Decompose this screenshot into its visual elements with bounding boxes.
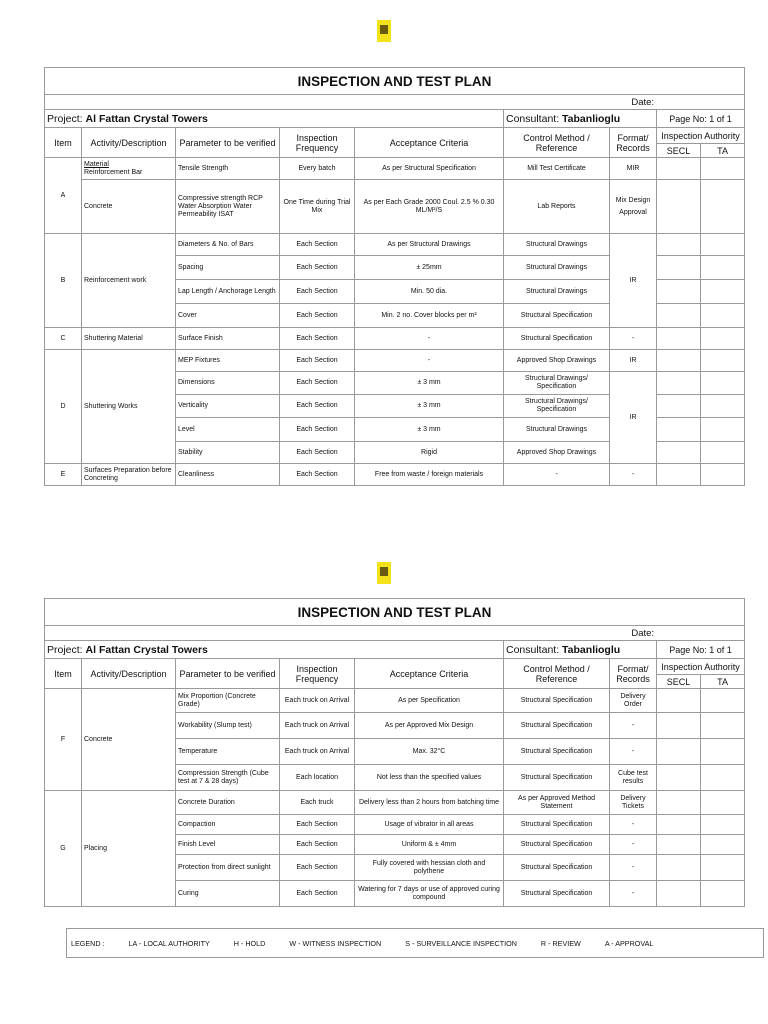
company-logo xyxy=(377,562,391,584)
page-title: INSPECTION AND TEST PLAN xyxy=(45,599,745,626)
col-secl: SECL xyxy=(657,144,701,158)
table-row: E Surfaces Preparation before Concreting Cleanliness Each Section Free from waste / foreign materials - - xyxy=(45,464,745,486)
col-acceptance: Acceptance Criteria xyxy=(355,659,504,689)
table-row: Temperature Each truck on Arrival Max. 32°C Structural Specification - xyxy=(45,739,745,765)
col-parameter: Parameter to be verified xyxy=(176,659,280,689)
col-authority: Inspection Authority xyxy=(657,659,745,675)
project-cell: Project: Al Fattan Crystal Towers xyxy=(45,110,504,128)
itp-sheet-2 xyxy=(44,598,744,907)
table-row: Dimensions Each Section ± 3 mm Structural Drawings/ Specification IR xyxy=(45,372,745,395)
table-row: F Concrete Mix Proportion (Concrete Grade) Each truck on Arrival As per Specification Structural Specification Delivery Order xyxy=(45,689,745,713)
table-row: Spacing Each Section ± 25mm Structural Drawings xyxy=(45,256,745,280)
col-control: Control Method / Reference xyxy=(504,659,610,689)
col-authority: Inspection Authority xyxy=(657,128,745,144)
company-logo xyxy=(377,20,391,42)
legend-r: R - REVIEW xyxy=(540,938,581,948)
col-format: Format/ Records xyxy=(610,659,657,689)
table-row: D Shuttering Works MEP Fixtures Each Section - Approved Shop Drawings IR xyxy=(45,350,745,372)
col-ta: TA xyxy=(701,144,745,158)
project-cell: Project: Al Fattan Crystal Towers xyxy=(45,641,504,659)
legend-a: A - APPROVAL xyxy=(604,938,654,948)
col-frequency: Inspection Frequency xyxy=(280,128,355,158)
col-acceptance: Acceptance Criteria xyxy=(355,128,504,158)
table-row: Protection from direct sunlight Each Section Fully covered with hessian cloth and polythene Structural Specification - xyxy=(45,855,745,881)
table-row: C Shuttering Material Surface Finish Each Section - Structural Specification - xyxy=(45,328,745,350)
table-row: Workability (Slump test) Each truck on Arrival As per Approved Mix Design Structural Specification - xyxy=(45,713,745,739)
consultant-cell: Consultant: Tabanlioglu xyxy=(504,641,657,659)
table-row: Stability Each Section Rigid Approved Shop Drawings xyxy=(45,442,745,464)
table-row: Concrete Compressive strength RCP Water Absorption Water Permeability ISAT One Time during Trial Mix As per Each Grade 2000 Coul. 2.5 % 0.30 ML/M²/S Lab Reports Mix Design Approval xyxy=(45,180,745,234)
legend xyxy=(66,928,764,958)
legend-h: H - HOLD xyxy=(233,938,266,948)
col-frequency: Inspection Frequency xyxy=(280,659,355,689)
legend-la: LA - LOCAL AUTHORITY xyxy=(128,938,210,948)
table-row: Cover Each Section Min. 2 no. Cover blocks per m² Structural Specification xyxy=(45,304,745,328)
page-title: INSPECTION AND TEST PLAN xyxy=(45,68,745,95)
table-row: G Placing Concrete Duration Each truck Delivery less than 2 hours from batching time As per Approved Method Statement Delivery Tickets xyxy=(45,791,745,815)
table-row: Curing Each Section Watering for 7 days or use of approved curing compound Structural Specification - xyxy=(45,881,745,907)
legend-s: S - SURVEILLANCE INSPECTION xyxy=(405,938,517,948)
col-secl: SECL xyxy=(657,675,701,689)
table-row: A Material Reinforcement Bar Tensile Strength Every batch As per Structural Specification Mill Test Certificate MIR xyxy=(45,158,745,180)
table-row: Lap Length / Anchorage Length Each Section Min. 50 dia. Structural Drawings xyxy=(45,280,745,304)
col-ta: TA xyxy=(701,675,745,689)
col-format: Format/ Records xyxy=(610,128,657,158)
page-number: Page No: 1 of 1 xyxy=(657,641,745,659)
col-item: Item xyxy=(45,659,82,689)
table-row: B Reinforcement work Diameters & No. of Bars Each Section As per Structural Drawings Structural Drawings IR xyxy=(45,234,745,256)
legend-label: LEGEND : xyxy=(71,938,105,948)
itp-sheet-1 xyxy=(44,67,744,486)
consultant-cell: Consultant: Tabanlioglu xyxy=(504,110,657,128)
table-row: Compression Strength (Cube test at 7 & 28 days) Each location Not less than the specified values Structural Specification Cube test results xyxy=(45,765,745,791)
table-row: Level Each Section ± 3 mm Structural Drawings xyxy=(45,418,745,442)
legend-w: W - WITNESS INSPECTION xyxy=(289,938,382,948)
col-activity: Activity/Description xyxy=(82,659,176,689)
table-row: Verticality Each Section ± 3 mm Structural Drawings/ Specification xyxy=(45,395,745,418)
col-parameter: Parameter to be verified xyxy=(176,128,280,158)
table-row: Compaction Each Section Usage of vibrator in all areas Structural Specification - xyxy=(45,815,745,835)
col-control: Control Method / Reference xyxy=(504,128,610,158)
page-number: Page No: 1 of 1 xyxy=(657,110,745,128)
col-item: Item xyxy=(45,128,82,158)
date-label: Date: xyxy=(45,95,745,110)
date-label: Date: xyxy=(45,626,745,641)
col-activity: Activity/Description xyxy=(82,128,176,158)
table-row: Finish Level Each Section Uniform & ± 4mm Structural Specification - xyxy=(45,835,745,855)
